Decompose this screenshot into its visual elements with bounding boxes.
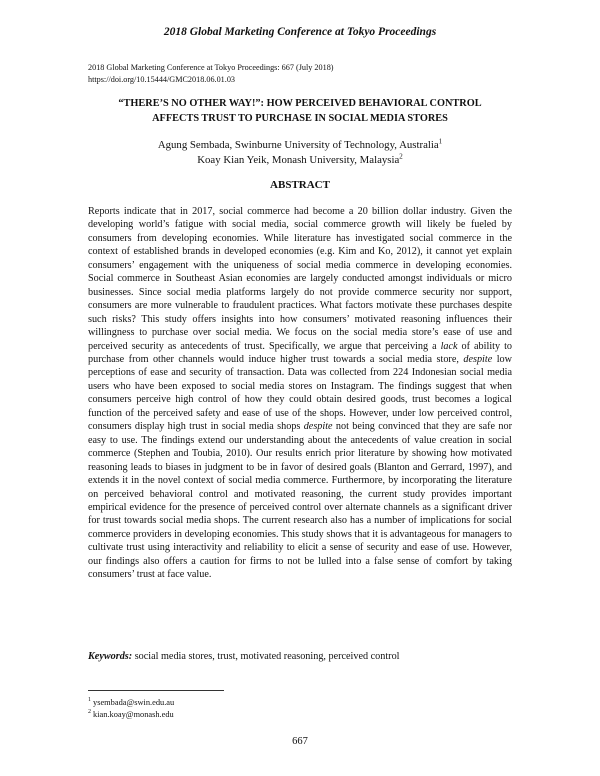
- footnote-mark: 2: [88, 708, 91, 715]
- abstract-heading: ABSTRACT: [270, 179, 330, 191]
- citation-block: [88, 62, 334, 86]
- keywords-label: Keywords:: [88, 651, 133, 662]
- author-line: [88, 153, 512, 168]
- footnotes: [88, 697, 174, 720]
- abstract-text: Reports indicate that in 2017, social commerce had become a 20 billion dollar industry. Given the developing world’s fatigue with social media, social commerce growth will likely be fueled by consumers from developing economies. While literature has investigated social commerce in the context of established brands in developed economies (e.g. Kim and Ko, 2012), it cannot yet explain consumers’ engagement with the uniqueness of social media commerce in developing economies. Social commerce in Southeast Asian economies are largely conducted amongst individuals or micro businesses. Since social media platforms largely do not provide commerce security nor support, consumers are more vulnerable to fraudulent practices. What factors motivate these purchases despite such risks? This study offers insights into how consumers’ motivated reasoning influences their willingness to purchase over social media. We focus on the social media store’s ease of use and perceived security as antecedents of trust. Specifically, we argue that perceiving a: [88, 206, 512, 352]
- citation-line: 2018 Global Marketing Conference at Tokyo Proceedings: 667 (July 2018): [88, 63, 334, 72]
- footnote-mark: 1: [88, 697, 91, 704]
- abstract-body: [88, 205, 512, 582]
- abstract-emphasis: despite: [303, 421, 333, 433]
- abstract-emphasis: lack: [440, 340, 458, 352]
- footnote: [88, 697, 174, 709]
- keywords: [88, 650, 512, 664]
- page-number: 667: [292, 736, 308, 747]
- author-name: Koay Kian Yeik, Monash University, Malaysia: [197, 154, 400, 166]
- footnote-divider: [88, 690, 224, 691]
- author-name: Agung Sembada, Swinburne University of Technology, Australia: [157, 139, 439, 151]
- footnote: [88, 709, 174, 721]
- keywords-text: social media stores, trust, motivated reasoning, perceived control: [132, 651, 400, 662]
- footnote-mark: 2: [399, 152, 403, 161]
- footnote-email[interactable]: ysembada@swin.edu.au: [93, 698, 175, 707]
- title-line: “THERE’S NO OTHER WAY!”: HOW PERCEIVED BEHAVIORAL CONTROL: [118, 98, 482, 109]
- running-head: 2018 Global Marketing Conference at Tokyo Proceedings: [163, 26, 437, 38]
- footnote-email[interactable]: kian.koay@monash.edu: [93, 709, 174, 719]
- abstract-text: low perceptions of ease and security of transaction. Data was collected from 224 Indonesian social media users who have been exposed to social media stores on Instagram. The findings suggest that when consumers perceive high control of how they could obtain desired goods, trust becomes a logical function of the perceived safety and ease of use of the shops. However, under low perceived control, consumers display high trust in social media shops: [88, 353, 512, 433]
- abstract-emphasis: despite: [463, 353, 493, 365]
- abstract-text: of ability to purchase from other channels would induce higher trust towards a social media store,: [88, 340, 512, 365]
- paper-title: [80, 96, 520, 126]
- doi-link[interactable]: https://doi.org/10.15444/GMC2018.06.01.03: [88, 75, 236, 84]
- author-list: [88, 138, 512, 168]
- footnote-mark: 1: [438, 137, 443, 146]
- title-line: AFFECTS TRUST TO PURCHASE IN SOCIAL MEDIA STORES: [152, 113, 448, 124]
- abstract-text: not being convinced that they are safe nor easy to use. The findings extend our understanding about the antecedents of value creation in social commerce (Stephen and Toubia, 2010). Our results enrich prior literature by showing how motivated reasoning leads to biases in judgment to be in favor of desired goals (Blanton and Gerrard, 1997), and extends it in the novel context of social media commerce. Furthermore, by incorporating the literature on perceived behavioral control and motivated reasoning, the current study provides important empirical evidence for the presence of perceived control over alternate channels as a significant driver for trust towards social media shops. The current research also has a number of implications for social commerce providers in developing economies. This study shows that it is advantageous for managers to cultivate trust using interactivity and reliability to elicit a sense of security and ease of use. However, our findings also offers a caution for firms to not be lulled into a false sense of comfort by taking consumers’ trust at face value.: [88, 421, 512, 581]
- author-line: [88, 138, 512, 153]
